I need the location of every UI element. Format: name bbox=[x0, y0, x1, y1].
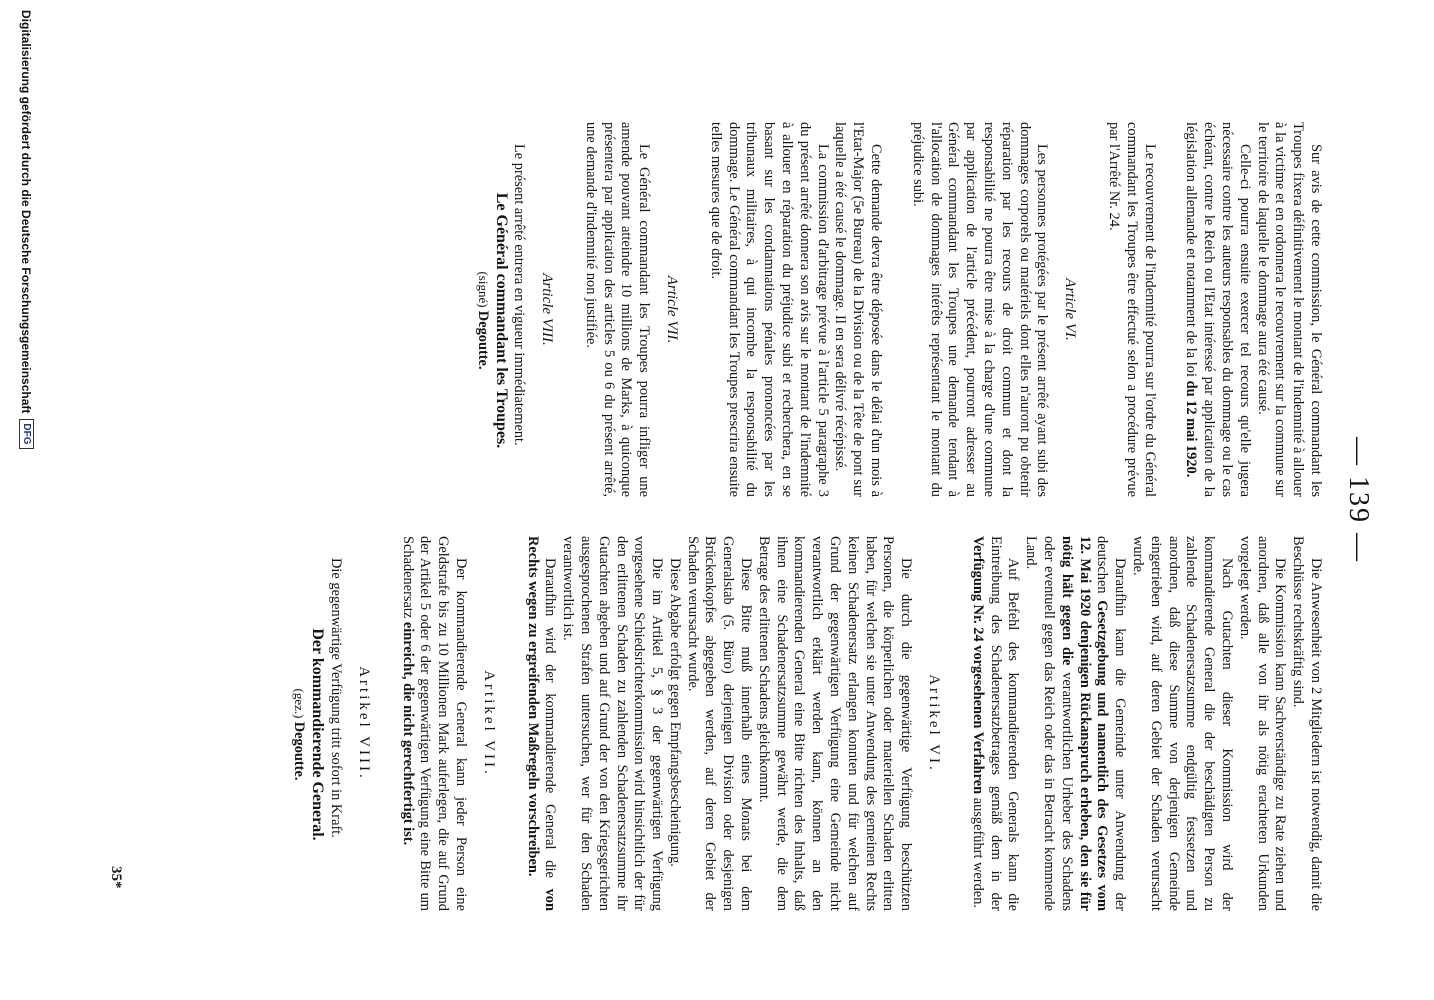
de-article-heading: Artikel VII. bbox=[480, 670, 497, 777]
footer-credit: Digitalisierung gefördert durch die Deutsche Forschungsgemeinschaft bbox=[19, 10, 34, 414]
spacer bbox=[884, 122, 908, 497]
de-paragraph: Die gegenwärtige Verfügung tritt sofort in Kraft. bbox=[327, 558, 344, 838]
fr-paragraph: Celle-ci pourra ensuite exercer tel recours qu'elle jugera nécessaire contre les auteurs responsables du dommage ou le cas échéant, contre le Reich ou l'Etat intéressé par application de la législation allemande et notamment de la loi du 12 mai 1920. bbox=[1183, 122, 1253, 497]
de-paragraph: Daraufhin wird der kommandierende General die von Rechts wegen zu ergreifenden Maßregeln vorschreiben. bbox=[524, 536, 559, 911]
de-signature: (gez.) Degoutte. bbox=[291, 688, 308, 781]
de-paragraph: Auf Befehl des kommandierenden Generals kann die Eintreibung des Schadenersatzbetrages gemäß dem in der Verfügung Nr. 24 vorgesehenen Verfahren ausgeführt werden. bbox=[969, 536, 1022, 911]
de-paragraph: Die Anwesenheit von 2 Mitgliedern ist notwendig, damit die Beschlüsse rechtskräftig sind. bbox=[1290, 536, 1324, 911]
de-signature-title: Der kommandierende General. bbox=[309, 628, 327, 841]
fr-paragraph: Sur avis de cette commission, le Général commandant les Troupes fixera définitivement le montant de l'indemnité à allouer à la victime et en ordonnera le recouvrement sur la commune sur le territoire de laquelle le dommage aura été causé. bbox=[1254, 122, 1324, 497]
fr-article-heading: Article VIII. bbox=[539, 273, 556, 346]
de-article-heading: Artikel VI. bbox=[926, 674, 943, 773]
digitization-footer bbox=[19, 10, 34, 990]
document-page: — 139 — Sur avis de cette commission, le Général commandant les Troupes fixera définitivement le montant de l'indemnité à allouer à la victime et en ordonnera le recouvrement sur la commune sur le territoire de laquelle le dommage aura été causé. Celle-ci pourra ensuite exercer tel recours qu'elle jugera nécessaire contre les auteurs responsables du dommage ou le cas échéant, contre le Reich ou l'Etat intéressé par application de la législation allemande et notamment de la loi du 12 mai 1920. Le recouvrement de l'indemnité pourra sur l'ordre du Général commandant les Troupes être effectué selon a procédure prévue par l'Arrêté Nr. 24. Article VI. Les personnes protégées par le présent arrêté ayant subi des dommages corporels ou matériels dont elles n'auront pu obtenir réparation par les recours de droit commun et dont la responsabilité ne pourra être mise à la charge d'une commune par application de l'article précédent, pourront adresser au Général commandant les Troupes une demande tendant à l'allocation de dommages intérêts représentant le montant du préjudice subi. Cette demande devra être déposée dans le délai d'un mois à l'Etat-Major (5e Bureau) de la Division ou de la Tête de pont sur laquelle a été causé le dommage. Il en sera délivré récépissé. La commission d'arbitrage prévue à l'article 5 paragraphe 3 du présent arrêté donnera son avis sur le montant de l'indemnité à allouer en réparation du préjudice subi et recherchera, en se basant sur les condamnations pénales prononcées par les tribunaux militaires, à qui incombe la responsabilité du dommage. Le Général commandant les Troupes prescrira ensuite telles mesures que de droit. Article VII. Le Général commandant les Troupes pourra infliger une amende pouvant atteindre 10 millions de Marks, à quiconque présentera par application des articles 5 ou 6 du présent arrêté, une demande d'indemnité non justifiée. Article VIII. Le présent arrêté entrera en vigueur immédiatement. Le Général commandant les Troupes. (signé) Degoutte. Die Anwesenheit von 2 Mitgliedern ist notwendig, damit die Beschlüsse rechtskräftig sind. Die Kommission kann Sachverständige zu Rate ziehen und anordnen, daß alle von ihr als nötig erachteten Urkunden vorgelegt werden. Nach Gutachten dieser Kommission wird der kommandierende General die der beschädigten Person zu zahlende Schadenersatzsumme endgültig festsetzen und anordnen, daß diese Summe von derjenigen Gemeinde eingetrieben wird, auf deren Gebiet der Schaden verursacht wurde. Daraufhin kann die Gemeinde unter Anwendung der deutschen Gesetzgebung und namentlich des Gesetzes vom 12. Mai 1920 denjenigen Rückanspruch erheben, den sie für nötig hält gegen die verantwortlichen Urheber des Schadens oder eventuell gegen das Reich oder das in Betracht kommende Land. Auf Befehl des kommandierenden Generals kann die Eintreibung des Schadenersatzbetrages gemäß dem in der Verfügung Nr. 24 vorgesehenen Verfahren ausgeführt werden. Artikel VI. Die durch die gegenwärtige Verfügung beschützten Personen, die körperlichen oder materiellen Schaden erlitten haben, für welchen sie unter Anwendung des gemeinen Rechts keinen Schadenersatz erlangen konnten und für welchen auf Grund der gegenwärtigen Verfügung eine Gemeinde nicht verantwortlich erklärt werden kann, können an den kommandierenden General eine Bitte richten des Inhalts, daß ihnen eine Schadenersatzsumme gewährt werde, die dem Betrage des erlittenen Schadens gleichkommt. Diese Bitte muß innerhalb eines Monats bei dem Generalstab (5. Büro) derjenigen Division oder desjenigen Brückenkopfes abgegeben werden, auf deren Gebiet der Schaden verursacht wurde. Diese Abgabe erfolgt gegen Empfangsbescheinigung. Die im Artikel 5, § 3 der gegenwärtigen Verfügung vorgesehene Schiedsrichterkommission wird hinsichtlich der für den erlittenen Schaden zu zahlenden Schadenersatzsumme ihr Gutachten abgeben und auf Grund der von den Kriegsgerichten ausgesprochenen Strafen untersuchen, wer für den Schaden verantwortlich ist. Daraufhin wird der kommandierende General die von Rechts wegen zu ergreifenden Maßregeln vorschreiben. Artikel VII. Der kommandierende General kann jeder Person eine Geldstrafe bis zu 10 Millionen Mark auferlegen, die auf Grund der Artikel 5 oder 6 der gegenwärtigen Verfügung eine Bitte um Schadenersatz einreicht, die nicht gerechtfertigt ist. Artikel VIII. Die gegenwärtige Verfügung tritt sofort in Kraft. Der kommandierende General. (gez.) Degoutte. 35* Digitalisierung gefördert durch die Deutsche Forschungsgemeinschaft DFG bbox=[0, 0, 1434, 1000]
fr-signature-title: Le Général commandant les Troupes. bbox=[492, 192, 510, 449]
fr-paragraph: Le Général commandant les Troupes pourra infliger une amende pouvant atteindre 10 millions de Marks, à quiconque présentera par application des articles 5 ou 6 du présent arrêté, une demande d'indemnité non justifiée. bbox=[582, 122, 653, 497]
german-column bbox=[290, 536, 1324, 911]
fr-article-heading: Article VI. bbox=[1062, 278, 1079, 341]
de-paragraph: Nach Gutachten dieser Kommission wird der kommandierende General die der beschädigten Person zu zahlende Schadenersatzsumme endgültig festsetzen und anordnen, daß diese Summe von derjenigen Gemeinde eingetrieben wird, auf deren Gebiet der Schaden verursacht wurde. bbox=[1130, 536, 1236, 911]
fr-paragraph: Cette demande devra être déposée dans le délai d'un mois à l'Etat-Major (5e Bureau) de la Division ou de la Tête de pont sur laquelle a été causé le dommage. Il en sera délivré récépissé. bbox=[832, 122, 885, 497]
fr-paragraph: Les personnes protégées par le présent arrêté ayant subi des dommages corporels ou matériels dont elles n'auront pu obtenir réparation par les recours de droit commun et dont la responsabilité ne pourra être mise à la charge d'une commune par application de l'article précédent, pourront adresser au Général commandant les Troupes une demande tendant à l'allocation de dommages intérêts représentant le montant du préjudice subi. bbox=[909, 122, 1051, 497]
page-number: — 139 — bbox=[1343, 437, 1374, 563]
fr-paragraph: Le présent arrêté entrera en vigueur immédiatement. bbox=[511, 144, 528, 446]
spacer bbox=[1158, 122, 1182, 497]
fr-paragraph: Le recouvrement de l'indemnité pourra sur l'ordre du Général commandant les Troupes être effectué selon a procédure prévue par l'Arrêté Nr. 24. bbox=[1106, 122, 1158, 497]
de-paragraph: Die durch die gegenwärtige Verfügung beschützten Personen, die körperlichen oder materiellen Schaden erlitten haben, für welchen sie unter Anwendung des gemeinen Rechts keinen Schadenersatz erlangen konnten und für welchen auf Grund der gegenwärtigen Verfügung eine Gemeinde nicht verantwortlich erklärt werden kann, können an den kommandierenden General eine Bitte richten des Inhalts, daß ihnen eine Schadenersatzsumme gewährt werde, die dem Betrage des erlittenen Schadens gleichkommt. bbox=[755, 536, 915, 911]
de-paragraph: Diese Abgabe erfolgt gegen Empfangsbescheinigung. bbox=[666, 558, 683, 867]
de-paragraph: Diese Bitte muß innerhalb eines Monats bei dem Generalstab (5. Büro) derjenigen Division oder desjenigen Brückenkopfes abgegeben werden, auf deren Gebiet der Schaden verursacht wurde. bbox=[684, 536, 755, 911]
french-column bbox=[473, 122, 1324, 497]
fr-paragraph: La commission d'arbitrage prévue à l'article 5 paragraphe 3 du présent arrêté donnera son avis sur le montant de l'indemnité à allouer en réparation du préjudice subi et recherchera, en se basant sur les condamnations pénales prononcées par les tribunaux militaires, à qui incombe la responsabilité du dommage. Le Général commandant les Troupes prescrira ensuite telles mesures que de droit. bbox=[707, 122, 831, 497]
de-paragraph: Die im Artikel 5, § 3 der gegenwärtigen Verfügung vorgesehene Schiedsrichterkommission wird hinsichtlich der für den erlittenen Schaden zu zahlenden Schadenersatzsumme ihr Gutachten abgeben und auf Grund der von den Kriegsgerichten ausgesprochenen Strafen untersuchen, wer für den Schaden verantwortlich ist. bbox=[560, 536, 666, 911]
de-paragraph: Der kommandierende General kann jeder Person eine Geldstrafe bis zu 10 Millionen Mark auferlegen, die auf Grund der Artikel 5 oder 6 der gegenwärtigen Verfügung eine Bitte um Schadenersatz einreicht, die nicht gerechtfertigt ist. bbox=[399, 536, 469, 911]
fr-signature: (signé) Degoutte. bbox=[474, 271, 491, 370]
de-article-heading: Artikel VIII. bbox=[355, 666, 372, 781]
fr-article-heading: Article VII. bbox=[664, 275, 681, 344]
de-paragraph: Die Kommission kann Sachverständige zu Rate ziehen und anordnen, daß alle von ihr als nötig erachteten Urkunden vorgelegt werden. bbox=[1236, 536, 1289, 911]
dfg-logo-icon: DFG bbox=[19, 419, 34, 448]
de-paragraph: Daraufhin kann die Gemeinde unter Anwendung der deutschen Gesetzgebung und namentlich des Gesetzes vom 12. Mai 1920 denjenigen Rückanspruch erheben, den sie für nötig hält gegen die verantwortlichen Urheber des Schadens oder eventuell gegen das Reich oder das in Betracht kommende Land. bbox=[1023, 536, 1129, 911]
